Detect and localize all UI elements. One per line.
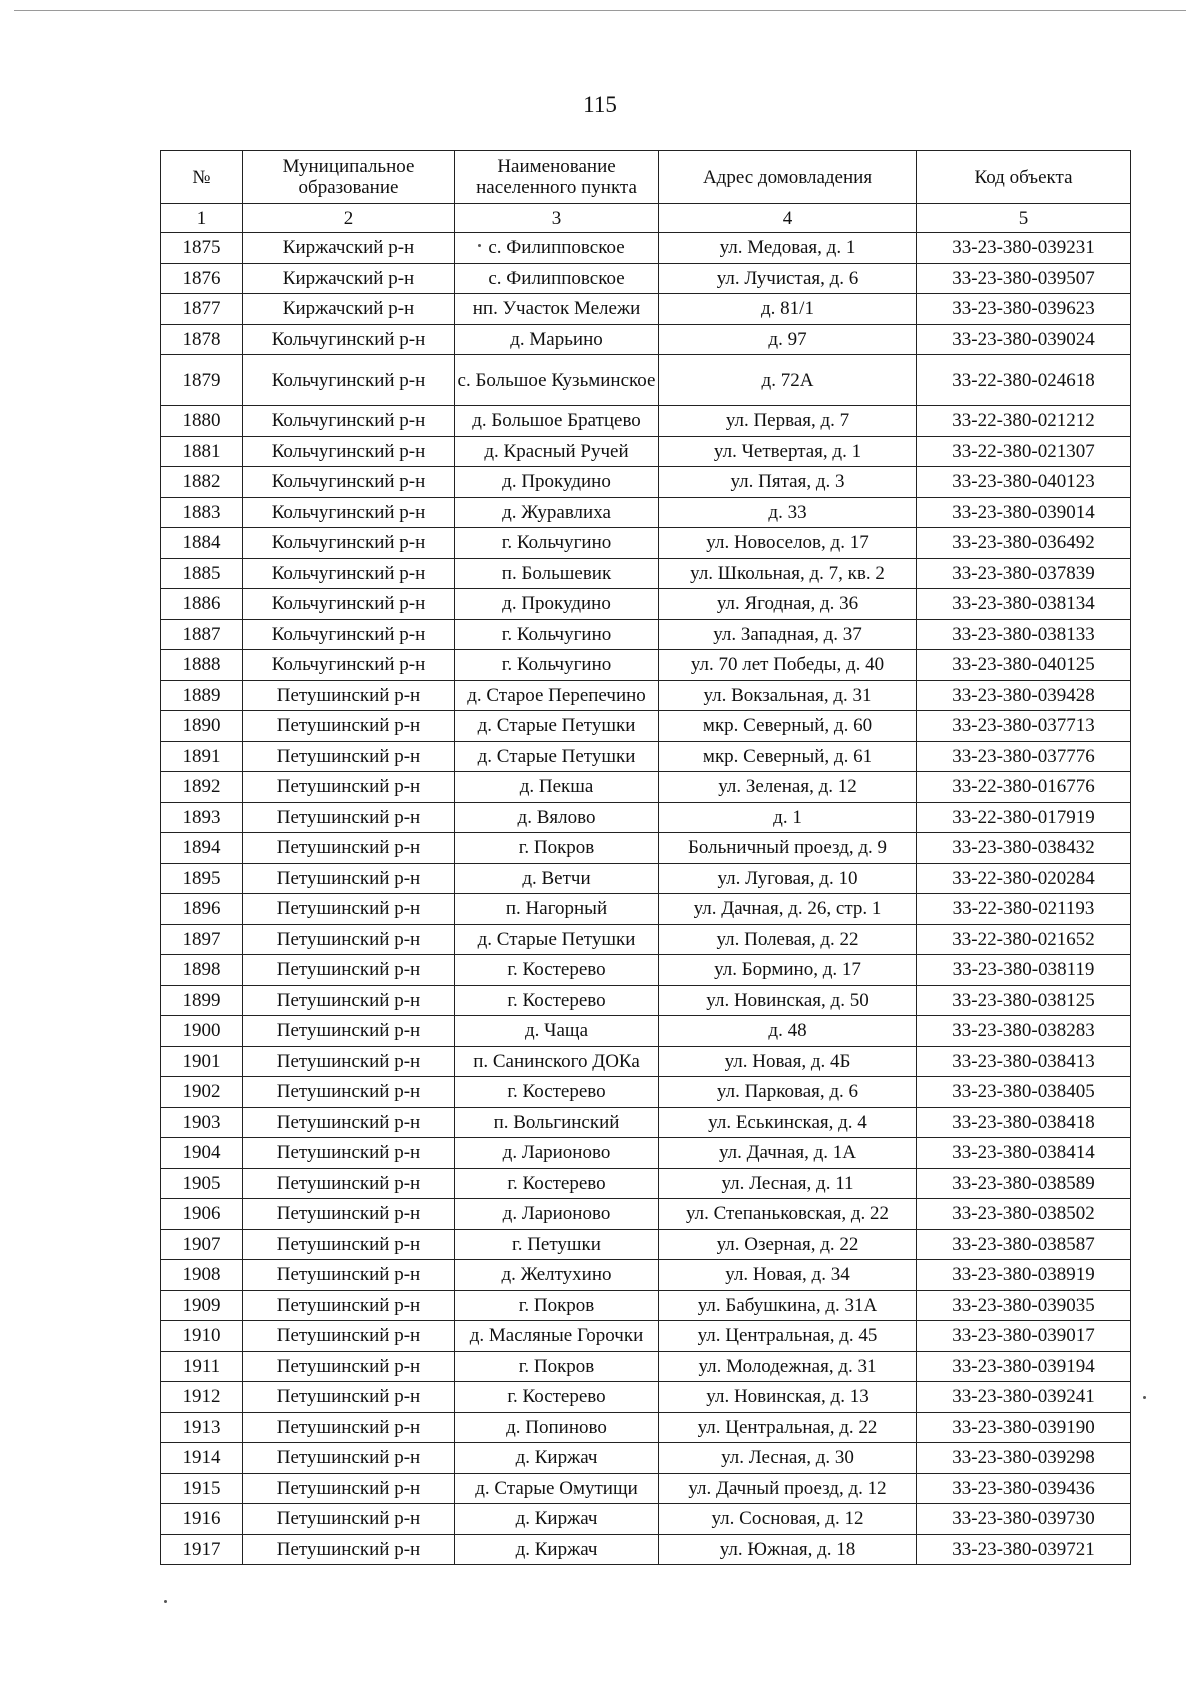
cell-object-code: 33-23-380-039194: [917, 1351, 1131, 1382]
cell-object-code: 33-23-380-039241: [917, 1382, 1131, 1413]
cell-object-code: 33-22-380-016776: [917, 772, 1131, 803]
cell-object-code: 33-23-380-039436: [917, 1473, 1131, 1504]
cell-municipality: Киржачский р-н: [243, 263, 455, 294]
cell-municipality: Кольчугинский р-н: [243, 436, 455, 467]
cell-municipality: Петушинский р-н: [243, 802, 455, 833]
cell-municipality: Петушинский р-н: [243, 1107, 455, 1138]
cell-number: 1887: [161, 619, 243, 650]
cell-address: ул. Дачная, д. 1А: [659, 1138, 917, 1169]
table-body: [161, 233, 1131, 1565]
cell-settlement: г. Костерево: [455, 1382, 659, 1413]
scan-speck: [478, 244, 481, 247]
cell-object-code: 33-23-380-040125: [917, 650, 1131, 681]
cell-number: 1879: [161, 355, 243, 406]
cell-municipality: Кольчугинский р-н: [243, 467, 455, 498]
cell-number: 1881: [161, 436, 243, 467]
cell-address: д. 72А: [659, 355, 917, 406]
cell-object-code: 33-23-380-038119: [917, 955, 1131, 986]
table-row: [161, 1260, 1131, 1291]
scan-speck: [1143, 1396, 1146, 1399]
cell-settlement: г. Костерево: [455, 985, 659, 1016]
cell-municipality: Петушинский р-н: [243, 680, 455, 711]
table-row: [161, 955, 1131, 986]
cell-address: д. 48: [659, 1016, 917, 1047]
cell-settlement: д. Киржач: [455, 1534, 659, 1565]
table-row: [161, 1077, 1131, 1108]
cell-municipality: Кольчугинский р-н: [243, 650, 455, 681]
cell-municipality: Петушинский р-н: [243, 1229, 455, 1260]
cell-number: 1907: [161, 1229, 243, 1260]
cell-address: ул. 70 лет Победы, д. 40: [659, 650, 917, 681]
cell-address: ул. Новинская, д. 50: [659, 985, 917, 1016]
cell-number: 1896: [161, 894, 243, 925]
cell-settlement: с. Большое Кузьминское: [455, 355, 659, 406]
cell-settlement: д. Старые Омутищи: [455, 1473, 659, 1504]
cell-object-code: 33-23-380-039428: [917, 680, 1131, 711]
cell-settlement: п. Нагорный: [455, 894, 659, 925]
cell-address: ул. Ягодная, д. 36: [659, 589, 917, 620]
cell-address: ул. Центральная, д. 45: [659, 1321, 917, 1352]
cell-settlement: п. Вольгинский: [455, 1107, 659, 1138]
cell-object-code: 33-23-380-039017: [917, 1321, 1131, 1352]
cell-settlement: г. Костерево: [455, 1168, 659, 1199]
cell-settlement: г. Петушки: [455, 1229, 659, 1260]
header-row: [161, 151, 1131, 204]
cell-settlement: г. Костерево: [455, 955, 659, 986]
cell-number: 1906: [161, 1199, 243, 1230]
cell-settlement: д. Ветчи: [455, 863, 659, 894]
table-row: [161, 802, 1131, 833]
cell-settlement: г. Костерево: [455, 1077, 659, 1108]
cell-settlement: д. Киржач: [455, 1443, 659, 1474]
page-number: 115: [583, 92, 617, 117]
cell-settlement: д. Чаща: [455, 1016, 659, 1047]
cell-settlement: д. Ларионово: [455, 1199, 659, 1230]
cell-address: ул. Бормино, д. 17: [659, 955, 917, 986]
cell-municipality: Петушинский р-н: [243, 1138, 455, 1169]
table-row: [161, 985, 1131, 1016]
cell-number: 1916: [161, 1504, 243, 1535]
cell-settlement: г. Покров: [455, 833, 659, 864]
cell-number: 1899: [161, 985, 243, 1016]
header-address: Адрес домовладения: [659, 151, 917, 204]
column-number: 2: [243, 204, 455, 233]
table-row: [161, 619, 1131, 650]
column-number: 4: [659, 204, 917, 233]
cell-object-code: 33-23-380-036492: [917, 528, 1131, 559]
table-row: [161, 558, 1131, 589]
table-row: [161, 1382, 1131, 1413]
cell-address: ул. Новинская, д. 13: [659, 1382, 917, 1413]
cell-number: 1877: [161, 294, 243, 325]
cell-object-code: 33-22-380-021193: [917, 894, 1131, 925]
cell-number: 1894: [161, 833, 243, 864]
cell-object-code: 33-23-380-038587: [917, 1229, 1131, 1260]
table-row: [161, 1290, 1131, 1321]
table-row: [161, 1443, 1131, 1474]
table-row: [161, 1107, 1131, 1138]
cell-object-code: 33-23-380-038283: [917, 1016, 1131, 1047]
cell-object-code: 33-23-380-038414: [917, 1138, 1131, 1169]
scan-speck: [164, 1600, 167, 1603]
header-object-code: Код объекта: [917, 151, 1131, 204]
cell-municipality: Петушинский р-н: [243, 894, 455, 925]
cell-object-code: 33-23-380-039298: [917, 1443, 1131, 1474]
cell-object-code: 33-23-380-037776: [917, 741, 1131, 772]
cell-municipality: Петушинский р-н: [243, 1290, 455, 1321]
cell-settlement: д. Киржач: [455, 1504, 659, 1535]
cell-address: ул. Западная, д. 37: [659, 619, 917, 650]
table-row: [161, 1504, 1131, 1535]
header-settlement: Наименование населенного пункта: [455, 151, 659, 204]
cell-object-code: 33-23-380-038413: [917, 1046, 1131, 1077]
cell-object-code: 33-23-380-037839: [917, 558, 1131, 589]
cell-address: мкр. Северный, д. 60: [659, 711, 917, 742]
cell-municipality: Петушинский р-н: [243, 1077, 455, 1108]
cell-settlement: нп. Участок Мележи: [455, 294, 659, 325]
cell-object-code: 33-23-380-039730: [917, 1504, 1131, 1535]
cell-address: Больничный проезд, д. 9: [659, 833, 917, 864]
cell-object-code: 33-22-380-021307: [917, 436, 1131, 467]
cell-object-code: 33-23-380-039721: [917, 1534, 1131, 1565]
cell-address: ул. Зеленая, д. 12: [659, 772, 917, 803]
cell-object-code: 33-23-380-039024: [917, 324, 1131, 355]
table-row: [161, 711, 1131, 742]
header-municipality: Муниципальное образование: [243, 151, 455, 204]
cell-municipality: Кольчугинский р-н: [243, 619, 455, 650]
cell-settlement: д. Масляные Горочки: [455, 1321, 659, 1352]
cell-settlement: д. Большое Братцево: [455, 406, 659, 437]
cell-object-code: 33-22-380-021212: [917, 406, 1131, 437]
cell-address: ул. Сосновая, д. 12: [659, 1504, 917, 1535]
cell-municipality: Кольчугинский р-н: [243, 528, 455, 559]
cell-object-code: 33-22-380-017919: [917, 802, 1131, 833]
cell-municipality: Киржачский р-н: [243, 294, 455, 325]
cell-settlement: с. Филипповское: [455, 233, 659, 264]
cell-number: 1914: [161, 1443, 243, 1474]
table-row: [161, 772, 1131, 803]
cell-object-code: 33-23-380-038919: [917, 1260, 1131, 1291]
table-row: [161, 924, 1131, 955]
cell-settlement: д. Старые Петушки: [455, 741, 659, 772]
cell-municipality: Петушинский р-н: [243, 741, 455, 772]
table-row: [161, 436, 1131, 467]
cell-municipality: Петушинский р-н: [243, 1473, 455, 1504]
cell-number: 1883: [161, 497, 243, 528]
cell-number: 1893: [161, 802, 243, 833]
cell-address: ул. Первая, д. 7: [659, 406, 917, 437]
cell-address: д. 1: [659, 802, 917, 833]
cell-number: 1884: [161, 528, 243, 559]
cell-settlement: г. Покров: [455, 1351, 659, 1382]
cell-object-code: 33-23-380-037713: [917, 711, 1131, 742]
cell-settlement: д. Вялово: [455, 802, 659, 833]
cell-municipality: Петушинский р-н: [243, 1534, 455, 1565]
table-row: [161, 741, 1131, 772]
column-number: 1: [161, 204, 243, 233]
cell-municipality: Петушинский р-н: [243, 1382, 455, 1413]
cell-address: ул. Еськинская, д. 4: [659, 1107, 917, 1138]
cell-object-code: 33-23-380-038432: [917, 833, 1131, 864]
cell-municipality: Петушинский р-н: [243, 1260, 455, 1291]
cell-municipality: Кольчугинский р-н: [243, 558, 455, 589]
cell-municipality: Петушинский р-н: [243, 833, 455, 864]
cell-number: 1903: [161, 1107, 243, 1138]
cell-address: д. 33: [659, 497, 917, 528]
cell-number: 1912: [161, 1382, 243, 1413]
cell-number: 1876: [161, 263, 243, 294]
cell-address: ул. Пятая, д. 3: [659, 467, 917, 498]
cell-municipality: Петушинский р-н: [243, 1199, 455, 1230]
table-row: [161, 263, 1131, 294]
cell-address: ул. Лесная, д. 11: [659, 1168, 917, 1199]
cell-address: ул. Полевая, д. 22: [659, 924, 917, 955]
cell-address: ул. Четвертая, д. 1: [659, 436, 917, 467]
cell-number: 1909: [161, 1290, 243, 1321]
cell-number: 1885: [161, 558, 243, 589]
cell-settlement: д. Старое Перепечино: [455, 680, 659, 711]
cell-object-code: 33-23-380-038418: [917, 1107, 1131, 1138]
table-row: [161, 324, 1131, 355]
cell-municipality: Кольчугинский р-н: [243, 324, 455, 355]
cell-address: ул. Вокзальная, д. 31: [659, 680, 917, 711]
cell-number: 1910: [161, 1321, 243, 1352]
cell-municipality: Петушинский р-н: [243, 924, 455, 955]
cell-municipality: Петушинский р-н: [243, 711, 455, 742]
cell-number: 1888: [161, 650, 243, 681]
table-row: [161, 1168, 1131, 1199]
table-row: [161, 863, 1131, 894]
table-row: [161, 497, 1131, 528]
cell-settlement: д. Старые Петушки: [455, 924, 659, 955]
table-row: [161, 294, 1131, 325]
cell-municipality: Петушинский р-н: [243, 1443, 455, 1474]
cell-object-code: 33-23-380-040123: [917, 467, 1131, 498]
table-row: [161, 1199, 1131, 1230]
cell-address: ул. Бабушкина, д. 31А: [659, 1290, 917, 1321]
cell-number: 1901: [161, 1046, 243, 1077]
column-number-row: [161, 204, 1131, 233]
cell-address: ул. Лесная, д. 30: [659, 1443, 917, 1474]
cell-settlement: д. Марьино: [455, 324, 659, 355]
cell-number: 1913: [161, 1412, 243, 1443]
cell-number: 1911: [161, 1351, 243, 1382]
cell-number: 1880: [161, 406, 243, 437]
cell-number: 1908: [161, 1260, 243, 1291]
cell-object-code: 33-22-380-021652: [917, 924, 1131, 955]
table-row: [161, 528, 1131, 559]
cell-object-code: 33-23-380-039014: [917, 497, 1131, 528]
table-row: [161, 467, 1131, 498]
cell-municipality: Петушинский р-н: [243, 863, 455, 894]
table-row: [161, 833, 1131, 864]
cell-number: 1891: [161, 741, 243, 772]
cell-address: ул. Новоселов, д. 17: [659, 528, 917, 559]
table-row: [161, 589, 1131, 620]
cell-address: ул. Озерная, д. 22: [659, 1229, 917, 1260]
cell-settlement: д. Ларионово: [455, 1138, 659, 1169]
cell-municipality: Петушинский р-н: [243, 1504, 455, 1535]
cell-number: 1898: [161, 955, 243, 986]
cell-object-code: 33-23-380-039507: [917, 263, 1131, 294]
table-row: [161, 355, 1131, 406]
cell-address: ул. Новая, д. 34: [659, 1260, 917, 1291]
table-row: [161, 1138, 1131, 1169]
table-row: [161, 1016, 1131, 1047]
column-number: 5: [917, 204, 1131, 233]
cell-object-code: 33-23-380-038134: [917, 589, 1131, 620]
cell-object-code: 33-23-380-039190: [917, 1412, 1131, 1443]
cell-municipality: Петушинский р-н: [243, 1016, 455, 1047]
cell-municipality: Кольчугинский р-н: [243, 589, 455, 620]
cell-number: 1915: [161, 1473, 243, 1504]
scan-top-edge-line: [14, 10, 1186, 11]
cell-object-code: 33-23-380-038589: [917, 1168, 1131, 1199]
cell-municipality: Петушинский р-н: [243, 955, 455, 986]
cell-address: ул. Молодежная, д. 31: [659, 1351, 917, 1382]
cell-settlement: г. Кольчугино: [455, 528, 659, 559]
cell-object-code: 33-23-380-038125: [917, 985, 1131, 1016]
table-row: [161, 894, 1131, 925]
cell-object-code: 33-23-380-039231: [917, 233, 1131, 264]
cell-settlement: п. Большевик: [455, 558, 659, 589]
cell-municipality: Петушинский р-н: [243, 1046, 455, 1077]
cell-settlement: п. Санинского ДОКа: [455, 1046, 659, 1077]
table-row: [161, 1473, 1131, 1504]
cell-address: ул. Луговая, д. 10: [659, 863, 917, 894]
cell-municipality: Петушинский р-н: [243, 985, 455, 1016]
cell-address: ул. Школьная, д. 7, кв. 2: [659, 558, 917, 589]
table-row: [161, 1412, 1131, 1443]
cell-settlement: д. Красный Ручей: [455, 436, 659, 467]
cell-municipality: Петушинский р-н: [243, 1412, 455, 1443]
register-table: [160, 150, 1131, 1565]
cell-object-code: 33-22-380-024618: [917, 355, 1131, 406]
cell-municipality: Киржачский р-н: [243, 233, 455, 264]
cell-address: д. 97: [659, 324, 917, 355]
cell-object-code: 33-22-380-020284: [917, 863, 1131, 894]
cell-address: ул. Новая, д. 4Б: [659, 1046, 917, 1077]
cell-address: ул. Медовая, д. 1: [659, 233, 917, 264]
cell-number: 1900: [161, 1016, 243, 1047]
cell-settlement: д. Журавлиха: [455, 497, 659, 528]
cell-municipality: Петушинский р-н: [243, 1321, 455, 1352]
cell-number: 1902: [161, 1077, 243, 1108]
cell-number: 1897: [161, 924, 243, 955]
table-row: [161, 406, 1131, 437]
cell-object-code: 33-23-380-038502: [917, 1199, 1131, 1230]
cell-object-code: 33-23-380-039035: [917, 1290, 1131, 1321]
cell-municipality: Кольчугинский р-н: [243, 406, 455, 437]
cell-number: 1904: [161, 1138, 243, 1169]
table-row: [161, 233, 1131, 264]
cell-municipality: Петушинский р-н: [243, 1168, 455, 1199]
cell-number: 1892: [161, 772, 243, 803]
cell-municipality: Петушинский р-н: [243, 772, 455, 803]
cell-number: 1875: [161, 233, 243, 264]
cell-number: 1889: [161, 680, 243, 711]
table-row: [161, 1229, 1131, 1260]
cell-number: 1895: [161, 863, 243, 894]
cell-address: ул. Лучистая, д. 6: [659, 263, 917, 294]
cell-municipality: Петушинский р-н: [243, 1351, 455, 1382]
column-number: 3: [455, 204, 659, 233]
cell-settlement: г. Кольчугино: [455, 650, 659, 681]
cell-address: мкр. Северный, д. 61: [659, 741, 917, 772]
cell-number: 1878: [161, 324, 243, 355]
table-row: [161, 1534, 1131, 1565]
cell-address: ул. Дачная, д. 26, стр. 1: [659, 894, 917, 925]
cell-municipality: Кольчугинский р-н: [243, 497, 455, 528]
cell-address: ул. Центральная, д. 22: [659, 1412, 917, 1443]
table-row: [161, 1321, 1131, 1352]
table-row: [161, 1351, 1131, 1382]
cell-number: 1917: [161, 1534, 243, 1565]
cell-municipality: Кольчугинский р-н: [243, 355, 455, 406]
cell-number: 1890: [161, 711, 243, 742]
cell-address: ул. Степаньковская, д. 22: [659, 1199, 917, 1230]
cell-settlement: д. Желтухино: [455, 1260, 659, 1291]
cell-number: 1905: [161, 1168, 243, 1199]
table-row: [161, 680, 1131, 711]
cell-settlement: с. Филипповское: [455, 263, 659, 294]
cell-address: ул. Парковая, д. 6: [659, 1077, 917, 1108]
table-row: [161, 650, 1131, 681]
cell-object-code: 33-23-380-038133: [917, 619, 1131, 650]
cell-settlement: г. Покров: [455, 1290, 659, 1321]
cell-address: ул. Дачный проезд, д. 12: [659, 1473, 917, 1504]
cell-number: 1886: [161, 589, 243, 620]
cell-address: ул. Южная, д. 18: [659, 1534, 917, 1565]
cell-settlement: г. Кольчугино: [455, 619, 659, 650]
cell-number: 1882: [161, 467, 243, 498]
cell-settlement: д. Старые Петушки: [455, 711, 659, 742]
cell-object-code: 33-23-380-038405: [917, 1077, 1131, 1108]
cell-settlement: д. Попиново: [455, 1412, 659, 1443]
cell-settlement: д. Прокудино: [455, 467, 659, 498]
cell-settlement: д. Пекша: [455, 772, 659, 803]
cell-object-code: 33-23-380-039623: [917, 294, 1131, 325]
header-number: №: [161, 151, 243, 204]
cell-address: д. 81/1: [659, 294, 917, 325]
table-row: [161, 1046, 1131, 1077]
cell-settlement: д. Прокудино: [455, 589, 659, 620]
